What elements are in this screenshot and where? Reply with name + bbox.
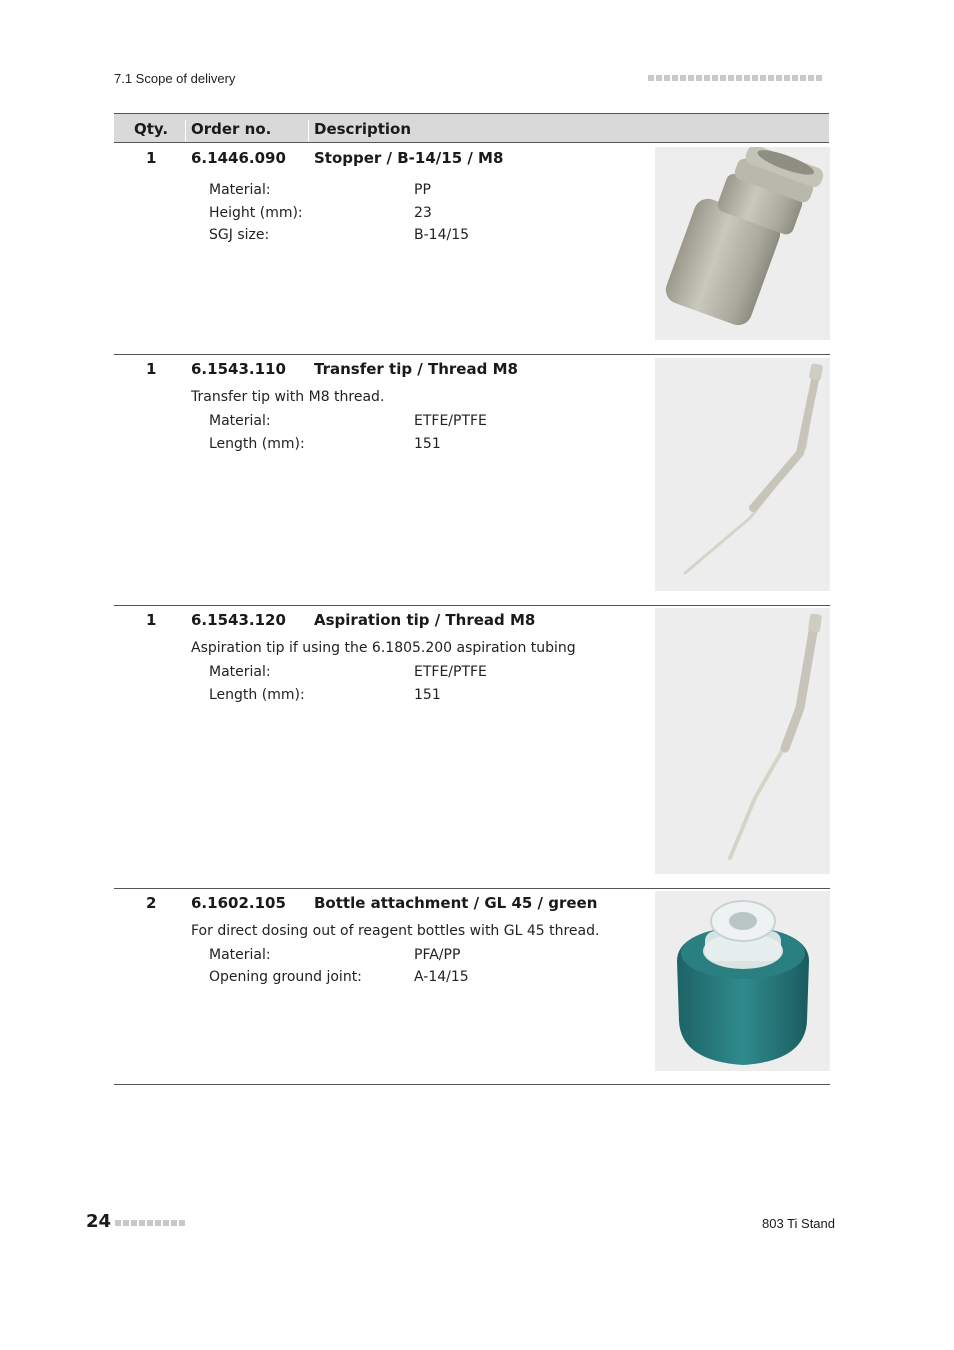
spec-value: B-14/15 [414,227,470,243]
column-header-order: Order no. [191,120,272,138]
spec-label: Material: [209,413,271,429]
spec-value: A-14/15 [414,969,469,985]
spec-label: Material: [209,947,271,963]
spec-value: 151 [414,687,441,703]
table-row [114,888,829,1084]
table-row [114,143,829,354]
row-divider [114,1084,830,1085]
item-order-no: 6.1446.090 [191,149,286,167]
item-title: Transfer tip / Thread M8 [314,360,518,378]
item-intro: Aspiration tip if using the 6.1805.200 aspiration tubing [191,640,576,656]
item-intro: Transfer tip with M8 thread. [191,389,385,405]
table-header [114,113,829,143]
aspiration-tip-photo [655,608,830,874]
spec-value: 23 [414,205,432,221]
spec-value: ETFE/PTFE [414,413,487,429]
column-divider [308,120,309,142]
table-row [114,354,829,605]
item-qty: 1 [146,360,157,378]
transfer-tip-photo [655,358,830,591]
stopper-photo [655,147,830,340]
spec-value: PFA/PP [414,947,461,963]
item-title: Bottle attachment / GL 45 / green [314,894,598,912]
footer-decoration-dots [115,1220,185,1226]
item-order-no: 6.1543.110 [191,360,286,378]
spec-label: Material: [209,664,271,680]
column-divider [185,120,186,142]
spec-value: 151 [414,436,441,452]
spec-value: PP [414,182,431,198]
item-intro: For direct dosing out of reagent bottles with GL 45 thread. [191,923,600,939]
section-header: 7.1 Scope of delivery [114,71,236,86]
column-header-description: Description [314,120,412,138]
product-name: 803 Ti Stand [762,1216,835,1231]
spec-label: Height (mm): [209,205,303,221]
spec-value: ETFE/PTFE [414,664,487,680]
item-title: Aspiration tip / Thread M8 [314,611,536,629]
spec-label: SGJ size: [209,227,270,243]
spec-label: Length (mm): [209,687,305,703]
column-header-qty: Qty. [134,120,169,138]
item-qty: 1 [146,149,157,167]
page-number: 24 [86,1211,112,1232]
item-order-no: 6.1602.105 [191,894,286,912]
spec-label: Length (mm): [209,436,305,452]
spec-label: Opening ground joint: [209,969,362,985]
item-order-no: 6.1543.120 [191,611,286,629]
table-row [114,605,829,888]
header-decoration-dots [648,75,822,81]
item-qty: 2 [146,894,157,912]
item-qty: 1 [146,611,157,629]
bottle-attachment-photo [655,891,830,1071]
spec-label: Material: [209,182,271,198]
item-title: Stopper / B-14/15 / M8 [314,149,504,167]
